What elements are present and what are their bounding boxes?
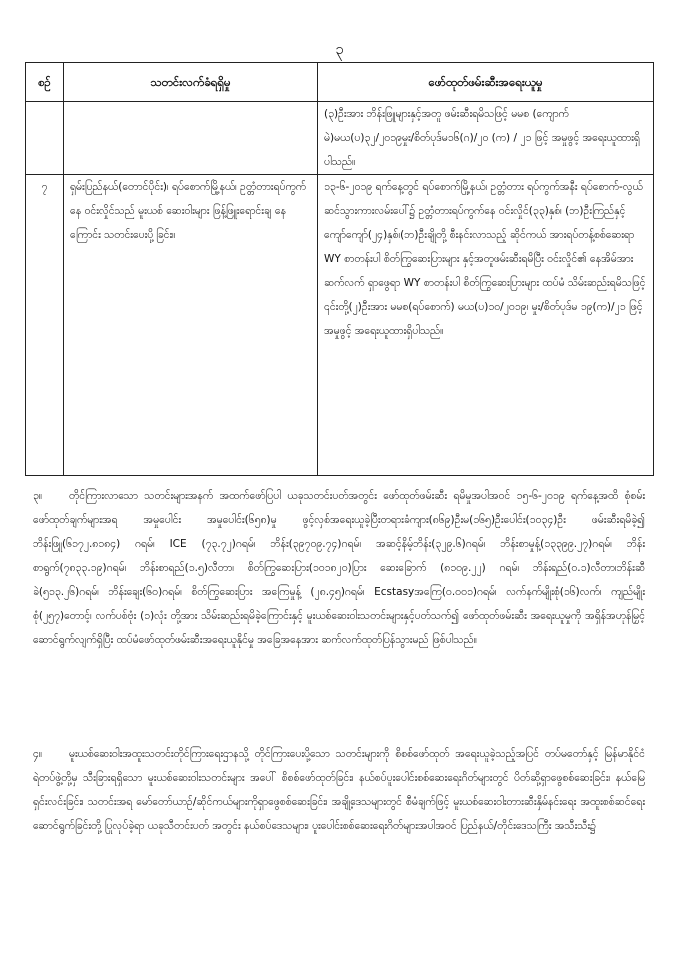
table-header-row [26, 63, 654, 102]
paragraph-3-number: ၃။ [33, 490, 43, 502]
paragraph-4-text: မူးယစ်ဆေးဝါးအထူးသတင်းတိုင်ကြားရေးဌာနသို့ တိုင်ကြားပေးပို့သော သတင်းများကို စိစစ်ဖော်ထုတ် အရေးယူခဲ့သည့်အပြင် တပ်မတော်နှင့် မြန်မာနိုင်ငံရဲတပ်ဖွဲ့တို့မှ သီးခြားရရှိသော မူးယစ်ဆေးဝါးသတင်းများ အပေါ် စိစစ်ဖော်ထုတ်ခြင်း၊ နယ်စပ်ပူးပေါင်းစစ်ဆေးရေးဂိတ်များတွင် ပိတ်ဆို့ရှာဖွေစစ်ဆေးခြင်း၊ နယ်မြေ ရှင်းလင်းခြင်း၊ သတင်းအရ မော်တော်ယာဉ်/ဆိုင်ကယ်များကိုရှာဖွေစစ်ဆေးခြင်း၊ အချို့ဒေသများတွင် စီမံချက်ဖြင့် မူးယစ်ဆေးဝါးတားဆီးနှိမ်နင်းရေး အထူးစစ်ဆင်ရေးဆောင်ရွက်ခြင်းတို့ ပြုလုပ်ခဲ့ရာ ယခုသီတင်းပတ် အတွင်း နယ်စပ်ဒေသများ၊ ပူးပေါင်းစစ်ဆေးရေးဂိတ်များအပါအဝင် ပြည်နယ်/တိုင်းဒေသကြီး အသီးသီး၌ [33, 748, 645, 832]
table-row-continuation [26, 102, 654, 175]
page-number: ၃ [335, 40, 344, 58]
paragraph-4 [33, 742, 645, 838]
header-info-received: သတင်းလက်ခံရရှိမှု [64, 63, 318, 102]
cell-case-no: ၇ [26, 175, 64, 476]
paragraph-3 [33, 484, 645, 652]
paragraph-4-number: ၄။ [33, 748, 43, 760]
cell-action-continuation: (၃)ဦးအား ဘိန်းဖြူများနှင့်အတူ ဖမ်းဆီးရမိသဖြင့် မမစ (ကျောက်မဲ)မယ(ပ)၃၂/၂၀၁၉မှုး/စိတ်ပုဒ်မ၁၆(ဂ)/၂၀ (က) / ၂၁ ဖြင့် အမှုဖွင့် အရေးယူထားရှိပါသည်။ [318, 102, 654, 175]
header-action-taken: ဖော်ထုတ်ဖမ်းဆီးအရေးယူမှု [318, 63, 654, 102]
report-table [25, 62, 654, 476]
paragraph-3-text: တိုင်ကြားလာသော သတင်းများအနက် အထက်ဖော်ပြပါ ယခုသတင်းပတ်အတွင်း ဖော်ထုတ်ဖမ်းဆီး ရမိမှုအပါအဝင် ၁၅-၆-၂၀၁၉ ရက်နေ့အထိ စုံစမ်းဖော်ထုတ်ချက်များအရ အမှုပေါင်း အမှုပေါင်း(၆၅၈)မှု ဖွင့်လှစ်အရေးယူခဲ့ပြီးတရားခံကျား(၈၆၉)ဦးမ(၁၆၅)ဦးပေါင်း(၁၀၃၄)ဦး ဖမ်းဆီးရမိခဲ့၍ ဘိန်းဖြူ(၆၁၇၂.၈၁၈၄) ဂရမ်၊ ICE (၇၃.၇၂)ဂရမ်၊ ဘိန်း(၃၉၇၀၉.၇၄)ဂရမ်၊ အဆင့်နိမ့်ဘိန်း(၃၂၉.၆)ဂရမ်၊ ဘိန်းစာမှုန့်(၁၃၃၉၉.၂၇)ဂရမ်၊ ဘိန်းစာရွက်(၇၈၃၃.၁၉)ဂရမ်၊ ဘိန်းစာရည်(၁.၅)လီတာ၊ စိတ်ကြွဆေးပြား(၁၀၁၈၂၀)ပြား ဆေးခြောက် (၈၁၀၉.၂၂) ဂရမ်၊ ဘိန်းရည်(၀.၁)လီတာ၊ဘိန်းဆီခဲ(၅၁၃.၂၆)ဂရမ်၊ ဘိန်းချေး(၆၀)ဂရမ်၊ စိတ်ကြွဆေးပြား အကြေမှုန့် (၂၈.၄၅)ဂရမ်၊ Ecstasyအကြေ(၀.၀၀၁)ဂရမ်၊ လက်နက်မျိုးစုံ(၁၆)လက်၊ ကျည်မျိုးစုံ(၂၅၇)တောင့်၊ လက်ပစ်ဗုံး (၁)လုံး တို့အား သိမ်းဆည်းရမိခဲ့ကြောင်းနှင့် မူးယစ်ဆေးဝါးသတင်းများနှင့်ပတ်သက်၍ ဖော်ထုတ်ဖမ်းဆီး အရေးယူမှုကို အရှိန်အဟုန်မြှင့်ဆောင်ရွက်လျက်ရှိပြီး ထပ်မံဖော်ထုတ်ဖမ်းဆီးအရေးယူနိုင်မှု အခြေအနေအား ဆက်လက်ထုတ်ပြန်သွားမည် ဖြစ်ပါသည်။ [33, 490, 645, 646]
cell-case-action: ၁၃-၆-၂၀၁၉ ရက်နေ့တွင် ရပ်စောက်မြို့နယ်၊ ဥတ္တံတား ရပ်ကွက်အနီး ရပ်စောက်-လွယ်ဆင်သွားကားလမ်းပေါ်၌ ဥတ္တံတားရပ်ကွက်နေ ဝင်းလှိုင်(၃၃)နှစ်၊ (ဘ)ဦးကြည်နှင့် ကျော်ကျော်(၂၄)နှစ်၊(ဘ)ဦးချိုတို့ စီးနင်းလာသည့် ဆိုင်ကယ် အားရပ်တန့်စစ်ဆေးရာ WY စာတန်းပါ စိတ်ကြွဆေးပြားများ နှင့်အတူဖမ်းဆီးရမိပြီး ဝင်းလှိုင်၏ နေအိမ်အား ဆက်လက် ရှာဖွေရာ WY စာတန်းပါ စိတ်ကြွဆေးပြားများ ထပ်မံ သိမ်းဆည်းရမိသဖြင့် ၎င်းတို့(၂)ဦးအား မမစ(ရပ်စောက်) မယ(ပ)၁၀/၂၀၁၉၊ မှုး/စိတ်ပုဒ်မ ၁၉(က)/၂၁ ဖြင့် အမှုဖွင့် အရေးယူထားရှိပါသည်။ [318, 175, 654, 476]
table-row-case-7 [26, 175, 654, 476]
cell-no-empty [26, 102, 64, 175]
header-no: စဉ် [26, 63, 64, 102]
cell-case-info: ရှမ်းပြည်နယ်(တောင်ပိုင်း)၊ ရပ်စောက်မြို့နယ်၊ ဥတ္တံတားရပ်ကွက်နေ ဝင်းလှိုင်သည် မူးယစ် ဆေးဝါးများ ဖြန့်ဖြူးရောင်းချ နေကြောင်း သတင်းပေးပို့ခြင်း။ [64, 175, 318, 476]
cell-info-empty [64, 102, 318, 175]
